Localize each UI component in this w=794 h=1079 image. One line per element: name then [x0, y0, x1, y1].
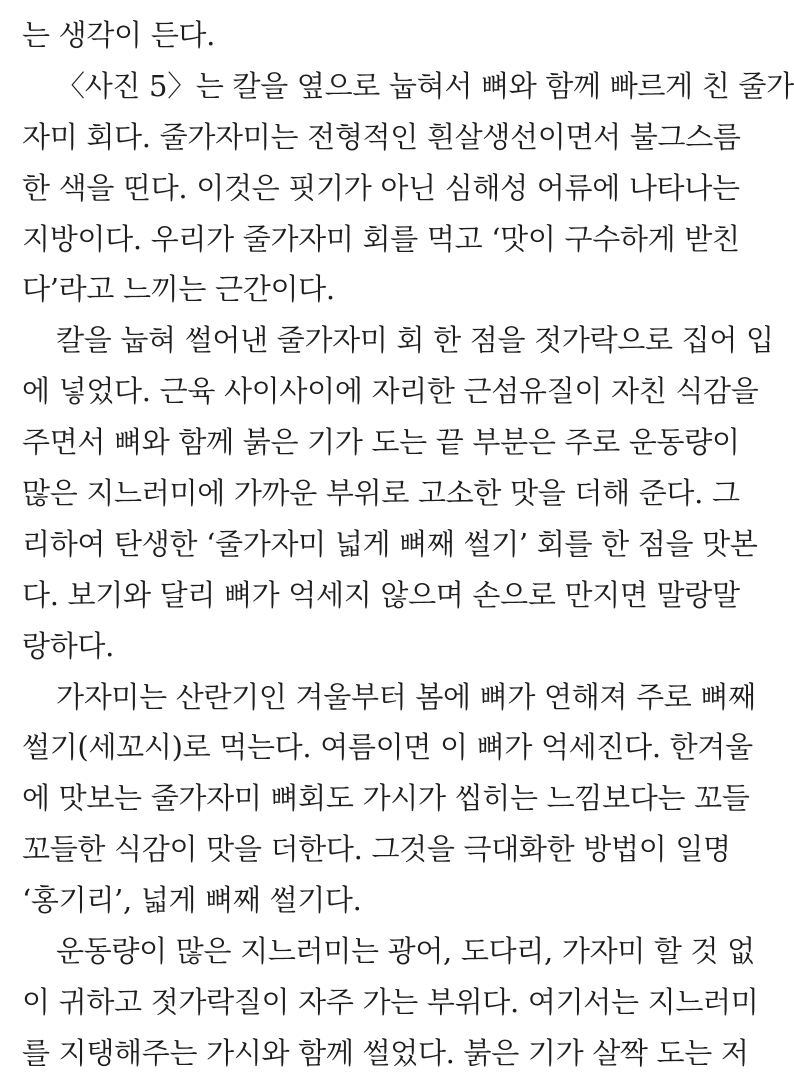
text-line: 〈사진 5〉는 칼을 옆으로 눕혀서 뼈와 함께 빠르게 친 줄가 — [56, 68, 794, 103]
text-line: 지방이다. 우리가 줄가자미 회를 먹고 ‘맛이 구수하게 받친 — [22, 221, 740, 256]
text-line: 를 지탱해주는 가시와 함께 썰었다. 붉은 기가 살짝 도는 저 — [22, 1035, 749, 1070]
text-line: 에 넣었다. 근육 사이사이에 자리한 근섬유질이 자친 식감을 — [22, 374, 759, 409]
text-line: 주면서 뼈와 함께 붉은 기가 도는 끝 부분은 주로 운동량이 — [22, 425, 740, 460]
text-line: 썰기(세꼬시)로 먹는다. 여름이면 이 뼈가 억세진다. 한겨울 — [22, 730, 753, 765]
text-line: 한 색을 띤다. 이것은 핏기가 아닌 심해성 어류에 나타나는 — [22, 170, 740, 205]
text-line: ‘홍기리’, 넓게 뼈째 썰기다. — [22, 883, 362, 918]
text-line: 꼬들한 식감이 맛을 더한다. 그것을 극대화한 방법이 일명 — [22, 832, 731, 867]
text-line: 이 귀하고 젓가락질이 자주 가는 부위다. 여기서는 지느러미 — [22, 984, 759, 1019]
text-line: 랑하다. — [22, 628, 115, 663]
text-line: 가자미는 산란기인 겨울부터 봄에 뼈가 연해져 주로 뼈째 — [56, 679, 756, 714]
text-line: 칼을 눕혀 썰어낸 줄가자미 회 한 점을 젓가락으로 집어 입 — [56, 323, 774, 358]
text-line: 에 맛보는 줄가자미 뼈회도 가시가 씹히는 느낌보다는 꼬들 — [22, 781, 750, 816]
text-line: 리하여 탄생한 ‘줄가자미 넓게 뼈째 썰기’ 회를 한 점을 맛본 — [22, 526, 758, 561]
text-line: 운동량이 많은 지느러미는 광어, 도다리, 가자미 할 것 없 — [56, 934, 755, 969]
text-line: 는 생각이 든다. — [22, 18, 216, 52]
text-line: 다’라고 느끼는 근간이다. — [22, 272, 335, 307]
article-body — [22, 10, 794, 1079]
text-line: 다. 보기와 달리 뼈가 억세지 않으며 손으로 만지면 말랑말 — [22, 577, 740, 612]
text-line: 많은 지느러미에 가까운 부위로 고소한 맛을 더해 준다. 그 — [22, 476, 740, 511]
text-line: 자미 회다. 줄가자미는 전형적인 흰살생선이면서 불그스름 — [22, 119, 741, 154]
